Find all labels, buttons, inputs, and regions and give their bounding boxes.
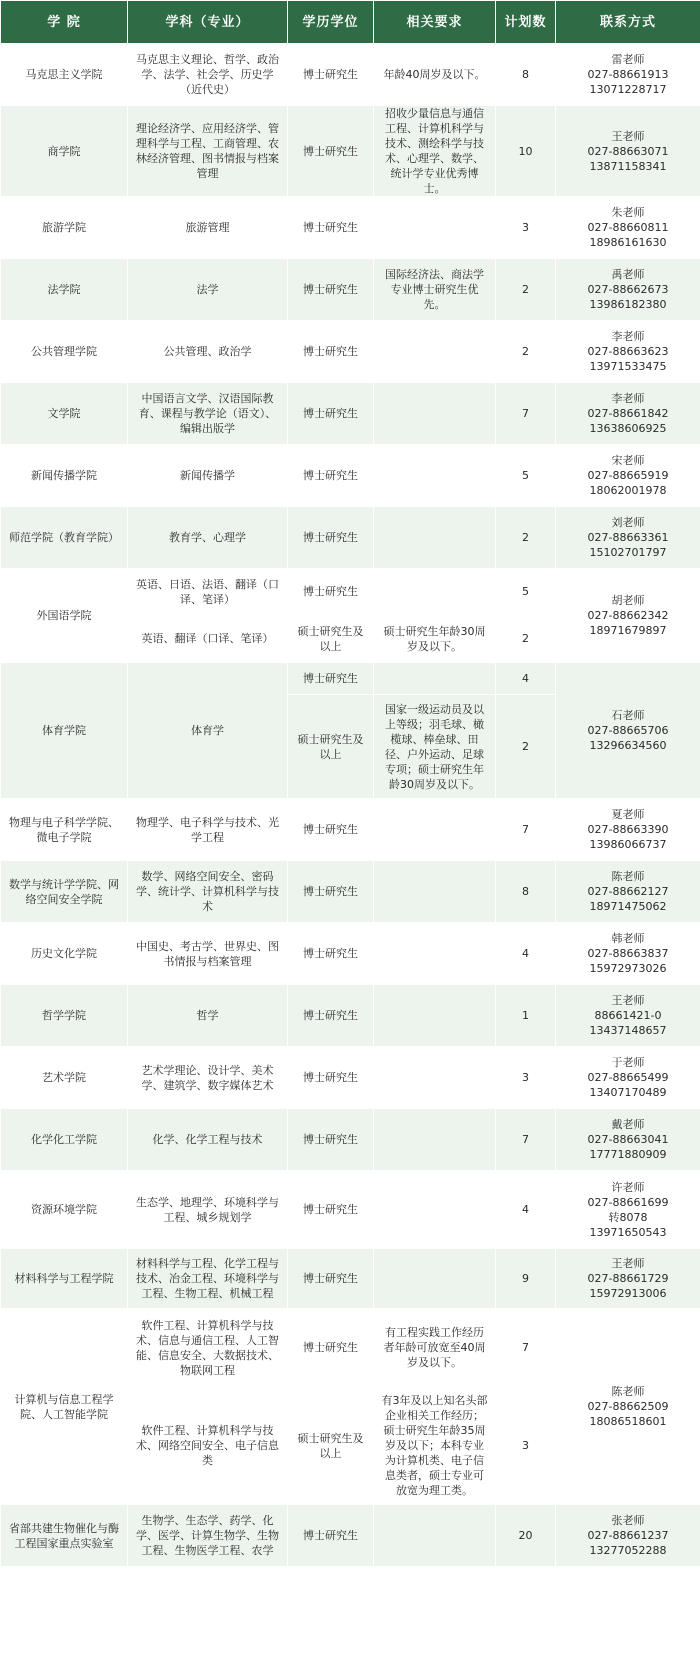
- degree-cell: 博士研究生: [288, 985, 374, 1047]
- college-cell: 材料科学与工程学院: [1, 1249, 128, 1309]
- table-row: [1, 799, 700, 861]
- contact-cell: [556, 1505, 700, 1567]
- degree-cell: 博士研究生: [288, 259, 374, 321]
- contact-phone: 027-88665499: [587, 1071, 669, 1084]
- requirements-cell: 硕士研究生年龄30周岁及以下。: [374, 615, 496, 663]
- requirements-cell: [374, 1047, 496, 1109]
- header-plan: 计划数: [496, 1, 556, 44]
- contact-mobile: 18062001978: [589, 484, 667, 497]
- contact-name: 于老师: [611, 1056, 645, 1069]
- contact-mobile: 13277052288: [589, 1544, 667, 1557]
- contact-cell: [556, 861, 700, 923]
- subject-cell: 生物学、生态学、药学、化学、医学、计算生物学、生物工程、生物医学工程、农学: [128, 1505, 288, 1567]
- contact-phone: 88661421-0: [594, 1009, 662, 1022]
- plan-cell: 5: [496, 569, 556, 615]
- plan-cell: 2: [496, 615, 556, 663]
- college-cell: 马克思主义学院: [1, 44, 128, 106]
- contact-mobile: 15972913006: [589, 1287, 667, 1300]
- subject-cell: 法学: [128, 259, 288, 321]
- requirements-cell: [374, 321, 496, 383]
- subject-cell: 新闻传播学: [128, 445, 288, 507]
- contact-name: 许老师: [611, 1180, 645, 1194]
- table-row: [1, 569, 700, 615]
- contact-phone: 027-88661842: [587, 407, 669, 420]
- plan-cell: 20: [496, 1505, 556, 1567]
- college-cell: 文学院: [1, 383, 128, 445]
- requirements-cell: 国际经济法、商法学专业博士研究生优先。: [374, 259, 496, 321]
- plan-cell: 4: [496, 923, 556, 985]
- contact-phone: 027-88663361: [587, 531, 669, 544]
- table-row: [1, 321, 700, 383]
- table-row: [1, 1171, 700, 1249]
- contact-cell: [556, 569, 700, 663]
- plan-cell: 7: [496, 1109, 556, 1171]
- requirements-cell: 招收少量信息与通信工程、计算机科学与技术、测绘科学与技术、心理学、数学、统计学专业优秀博士。: [374, 106, 496, 197]
- header-subject: 学科（专业）: [128, 1, 288, 44]
- degree-cell: 博士研究生: [288, 1109, 374, 1171]
- college-cell: 法学院: [1, 259, 128, 321]
- contact-phone: 027-88661237: [587, 1529, 669, 1542]
- degree-cell: 博士研究生: [288, 1249, 374, 1309]
- requirements-cell: [374, 923, 496, 985]
- contact-name: 张老师: [611, 1514, 645, 1527]
- contact-cell: [556, 1309, 700, 1505]
- contact-phone: 027-88661699: [587, 1195, 669, 1209]
- contact-cell: [556, 321, 700, 383]
- contact-cell: [556, 507, 700, 569]
- degree-cell: 博士研究生: [288, 1047, 374, 1109]
- degree-cell: 博士研究生: [288, 197, 374, 259]
- contact-phone: 027-88663041: [587, 1133, 669, 1146]
- contact-mobile: 13971533475: [589, 360, 667, 373]
- subject-cell: 英语、翻译（口译、笔译）: [128, 615, 288, 663]
- subject-cell: 化学、化学工程与技术: [128, 1109, 288, 1171]
- contact-mobile: 18971679897: [589, 624, 667, 637]
- contact-cell: [556, 259, 700, 321]
- plan-cell: 8: [496, 861, 556, 923]
- table-header-row: [1, 1, 700, 44]
- requirements-cell: [374, 1505, 496, 1567]
- table-row: [1, 861, 700, 923]
- contact-mobile: 13971650543: [589, 1225, 667, 1239]
- requirements-cell: [374, 197, 496, 259]
- table-row: [1, 1109, 700, 1171]
- contact-mobile: 15102701797: [589, 546, 667, 559]
- contact-cell: [556, 985, 700, 1047]
- table-row: [1, 197, 700, 259]
- subject-cell: 艺术学理论、设计学、美术学、建筑学、数字媒体艺术: [128, 1047, 288, 1109]
- contact-mobile: 13638606925: [589, 422, 667, 435]
- table-row: [1, 383, 700, 445]
- degree-cell: 硕士研究生及以上: [288, 1387, 374, 1505]
- degree-cell: 博士研究生: [288, 44, 374, 106]
- contact-name: 戴老师: [611, 1118, 645, 1131]
- contact-mobile: 13437148657: [589, 1024, 667, 1037]
- plan-cell: 1: [496, 985, 556, 1047]
- requirements-cell: [374, 445, 496, 507]
- contact-name: 朱老师: [611, 206, 645, 219]
- requirements-cell: 国家一级运动员及以上等级；羽毛球、橄榄球、棒垒球、田径、户外运动、足球专项；硕士研究生年龄30周岁及以下。: [374, 695, 496, 799]
- college-cell: 体育学院: [1, 663, 128, 799]
- subject-cell: 生态学、地理学、环境科学与工程、城乡规划学: [128, 1171, 288, 1249]
- subject-cell: 旅游管理: [128, 197, 288, 259]
- requirements-cell: [374, 383, 496, 445]
- college-cell: 师范学院（教育学院）: [1, 507, 128, 569]
- contact-cell: [556, 44, 700, 106]
- contact-name: 陈老师: [611, 870, 645, 883]
- degree-cell: 博士研究生: [288, 861, 374, 923]
- requirements-cell: [374, 985, 496, 1047]
- degree-cell: 硕士研究生及以上: [288, 615, 374, 663]
- college-cell: 计算机与信息工程学院、人工智能学院: [1, 1309, 128, 1505]
- degree-cell: 博士研究生: [288, 1309, 374, 1387]
- degree-cell: 博士研究生: [288, 507, 374, 569]
- degree-cell: 硕士研究生及以上: [288, 695, 374, 799]
- subject-cell: 教育学、心理学: [128, 507, 288, 569]
- subject-cell: 公共管理、政治学: [128, 321, 288, 383]
- plan-cell: 9: [496, 1249, 556, 1309]
- requirements-cell: [374, 799, 496, 861]
- contact-cell: [556, 445, 700, 507]
- college-cell: 历史文化学院: [1, 923, 128, 985]
- plan-cell: 3: [496, 1387, 556, 1505]
- contact-cell: [556, 923, 700, 985]
- requirements-cell: [374, 569, 496, 615]
- subject-cell: 软件工程、计算机科学与技术、信息与通信工程、人工智能、信息安全、大数据技术、物联网工程: [128, 1309, 288, 1387]
- contact-mobile: 15972973026: [589, 962, 667, 975]
- contact-cell: [556, 383, 700, 445]
- contact-name: 李老师: [611, 330, 645, 343]
- contact-phone: 027-88661913: [587, 68, 669, 81]
- requirements-cell: 有3年及以上知名头部企业相关工作经历；硕士研究生年龄35周岁及以下；本科专业为计算机类、电子信息类者，硕士专业可放宽为理工类。: [374, 1387, 496, 1505]
- subject-cell: 理论经济学、应用经济学、管理科学与工程、工商管理、农林经济管理、图书情报与档案管理: [128, 106, 288, 197]
- contact-mobile: 18086518601: [589, 1415, 667, 1428]
- plan-cell: 10: [496, 106, 556, 197]
- plan-cell: 5: [496, 445, 556, 507]
- contact-phone: 027-88662342: [587, 609, 669, 622]
- plan-cell: 8: [496, 44, 556, 106]
- contact-name: 李老师: [611, 392, 645, 405]
- contact-phone: 027-88662127: [587, 885, 669, 898]
- college-cell: 艺术学院: [1, 1047, 128, 1109]
- subject-cell: 英语、日语、法语、翻译（口译、笔译）: [128, 569, 288, 615]
- subject-cell: 物理学、电子科学与技术、光学工程: [128, 799, 288, 861]
- table-row: [1, 507, 700, 569]
- contact-mobile: 13071228717: [589, 83, 667, 96]
- contact-name: 王老师: [611, 129, 645, 143]
- contact-phone: 027-88663390: [587, 823, 669, 836]
- degree-cell: 博士研究生: [288, 321, 374, 383]
- table-row: [1, 923, 700, 985]
- college-cell: 数学与统计学学院、网络空间安全学院: [1, 861, 128, 923]
- subject-cell: 中国史、考古学、世界史、图书情报与档案管理: [128, 923, 288, 985]
- contact-mobile: 13407170489: [589, 1086, 667, 1099]
- contact-name: 韩老师: [611, 932, 645, 945]
- college-cell: 外国语学院: [1, 569, 128, 663]
- contact-cell: [556, 1171, 700, 1249]
- contact-phone: 027-88663071: [587, 144, 669, 158]
- plan-cell: 4: [496, 1171, 556, 1249]
- plan-cell: 2: [496, 321, 556, 383]
- requirements-cell: 年龄40周岁及以下。: [374, 44, 496, 106]
- plan-cell: 3: [496, 197, 556, 259]
- table-row: [1, 44, 700, 106]
- college-cell: 公共管理学院: [1, 321, 128, 383]
- college-cell: 化学化工学院: [1, 1109, 128, 1171]
- contact-phone: 027-88662673: [587, 283, 669, 296]
- contact-cell: [556, 197, 700, 259]
- subject-cell: 马克思主义理论、哲学、政治学、法学、社会学、历史学（近代史）: [128, 44, 288, 106]
- contact-phone: 027-88665706: [587, 724, 669, 737]
- requirements-cell: [374, 1171, 496, 1249]
- contact-mobile: 18986161630: [589, 236, 667, 249]
- requirements-cell: [374, 861, 496, 923]
- subject-cell: 中国语言文学、汉语国际教育、课程与教学论（语文）、编辑出版学: [128, 383, 288, 445]
- contact-phone: 027-88663837: [587, 947, 669, 960]
- contact-phone: 027-88662509: [587, 1400, 669, 1413]
- table-row: [1, 1309, 700, 1387]
- subject-cell: 软件工程、计算机科学与技术、网络空间安全、电子信息类: [128, 1387, 288, 1505]
- plan-cell: 2: [496, 507, 556, 569]
- table-row: [1, 663, 700, 695]
- subject-cell: 数学、网络空间安全、密码学、统计学、计算机科学与技术: [128, 861, 288, 923]
- contact-mobile: 17771880909: [589, 1148, 667, 1161]
- contact-cell: [556, 106, 700, 197]
- contact-mobile: 13296634560: [589, 739, 667, 752]
- header-requirements: 相关要求: [374, 1, 496, 44]
- college-cell: 哲学学院: [1, 985, 128, 1047]
- contact-name: 王老师: [611, 994, 645, 1007]
- contact-cell: [556, 1109, 700, 1171]
- degree-cell: 博士研究生: [288, 445, 374, 507]
- degree-cell: 博士研究生: [288, 799, 374, 861]
- contact-extension: 转8078: [608, 1210, 648, 1224]
- degree-cell: 博士研究生: [288, 1171, 374, 1249]
- contact-name: 宋老师: [611, 454, 645, 467]
- contact-phone: 027-88665919: [587, 469, 669, 482]
- subject-cell: 体育学: [128, 663, 288, 799]
- contact-mobile: 13986182380: [589, 298, 667, 311]
- contact-name: 陈老师: [611, 1385, 645, 1398]
- contact-cell: [556, 663, 700, 799]
- plan-cell: 3: [496, 1047, 556, 1109]
- college-cell: 旅游学院: [1, 197, 128, 259]
- requirements-cell: [374, 663, 496, 695]
- header-degree: 学历学位: [288, 1, 374, 44]
- college-cell: 物理与电子科学学院、微电子学院: [1, 799, 128, 861]
- college-cell: 商学院: [1, 106, 128, 197]
- plan-cell: 7: [496, 383, 556, 445]
- contact-name: 刘老师: [611, 516, 645, 529]
- college-cell: 资源环境学院: [1, 1171, 128, 1249]
- contact-mobile: 13871158341: [589, 159, 667, 173]
- table-row: [1, 1047, 700, 1109]
- contact-cell: [556, 799, 700, 861]
- college-cell: 新闻传播学院: [1, 445, 128, 507]
- requirements-cell: 有工程实践工作经历者年龄可放宽至40周岁及以下。: [374, 1309, 496, 1387]
- contact-name: 禹老师: [611, 268, 645, 281]
- plan-cell: 7: [496, 1309, 556, 1387]
- degree-cell: 博士研究生: [288, 569, 374, 615]
- degree-cell: 博士研究生: [288, 663, 374, 695]
- contact-name: 胡老师: [611, 594, 645, 607]
- plan-cell: 4: [496, 663, 556, 695]
- degree-cell: 博士研究生: [288, 1505, 374, 1567]
- college-cell: 省部共建生物催化与酶工程国家重点实验室: [1, 1505, 128, 1567]
- table-row: [1, 1505, 700, 1567]
- degree-cell: 博士研究生: [288, 106, 374, 197]
- degree-cell: 博士研究生: [288, 923, 374, 985]
- contact-phone: 027-88663623: [587, 345, 669, 358]
- table-row: [1, 106, 700, 197]
- table-row: [1, 1249, 700, 1309]
- table-row: [1, 985, 700, 1047]
- header-college: 学 院: [1, 1, 128, 44]
- plan-cell: 7: [496, 799, 556, 861]
- requirements-cell: [374, 1249, 496, 1309]
- contact-cell: [556, 1249, 700, 1309]
- subject-cell: 哲学: [128, 985, 288, 1047]
- contact-name: 夏老师: [611, 808, 645, 821]
- table-row: [1, 259, 700, 321]
- contact-phone: 027-88661729: [587, 1272, 669, 1285]
- subject-cell: 材料科学与工程、化学工程与技术、冶金工程、环境科学与工程、生物工程、机械工程: [128, 1249, 288, 1309]
- requirements-cell: [374, 1109, 496, 1171]
- contact-name: 石老师: [611, 709, 645, 722]
- degree-cell: 博士研究生: [288, 383, 374, 445]
- contact-phone: 027-88660811: [587, 221, 669, 234]
- contact-cell: [556, 1047, 700, 1109]
- contact-mobile: 13986066737: [589, 838, 667, 851]
- contact-mobile: 18971475062: [589, 900, 667, 913]
- contact-name: 王老师: [611, 1257, 645, 1270]
- table-row: [1, 445, 700, 507]
- header-contact: 联系方式: [556, 1, 700, 44]
- plan-cell: 2: [496, 259, 556, 321]
- requirements-cell: [374, 507, 496, 569]
- contact-name: 雷老师: [611, 53, 645, 66]
- plan-cell: 2: [496, 695, 556, 799]
